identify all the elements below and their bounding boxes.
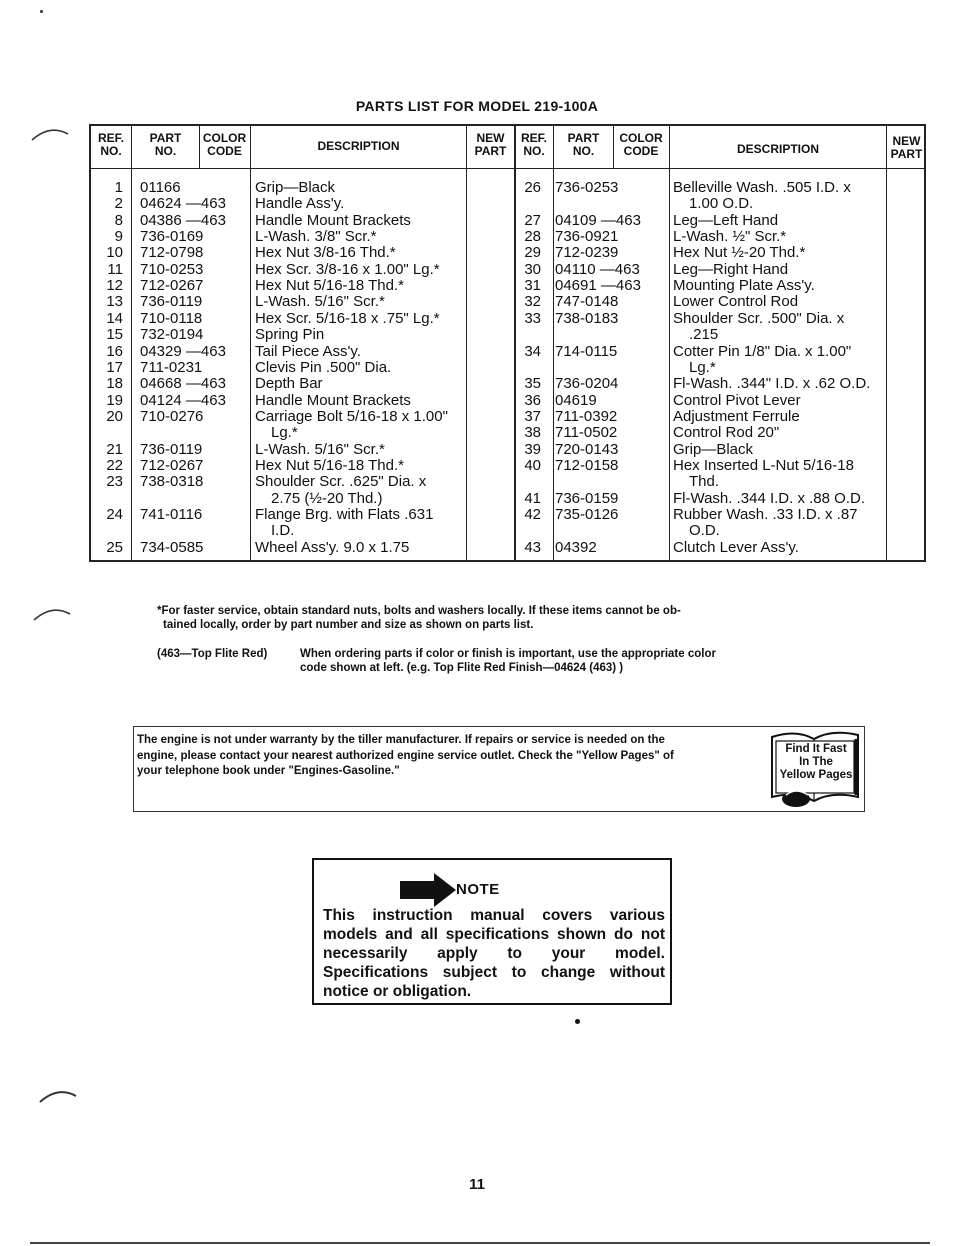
header-description-right: DESCRIPTION [736,142,819,156]
part-number: 735-0126 [555,506,619,523]
part-number: 741-0116 [140,506,203,523]
ref-number: 16 [106,342,123,360]
part-number: 711-0231 [140,358,203,376]
part-number: 710-0253 [140,260,204,278]
ref-number: 41 [524,489,541,507]
part-description: Fl-Wash. .344 I.D. x .88 O.D. [673,489,865,507]
parts-table [89,124,926,562]
part-number: 720-0143 [555,440,619,458]
ref-number: 10 [106,244,123,262]
ref-number: 29 [524,244,541,262]
ref-number: 32 [524,293,541,311]
part-description: Lg.* [689,358,716,376]
part-description: L-Wash. 5/16" Scr.* [255,440,385,458]
part-number: 04619 [555,391,597,409]
page-title: PARTS LIST FOR MODEL 219-100A [355,98,599,114]
color-instruction-line-1: When ordering parts if color or finish is important, use the appropriate color [300,648,716,660]
part-description: Control Rod 20" [673,424,780,442]
ref-number: 8 [114,211,123,229]
header-color-code: COLOR CODE [202,131,247,158]
ref-number: 13 [106,293,123,311]
part-number: 747-0148 [555,293,619,311]
part-number: 734-0585 [140,538,204,556]
part-description: Control Pivot Lever [673,391,801,409]
part-number: 04329 —463 [140,342,226,360]
part-number: 712-0158 [555,456,619,474]
header-part-no-right: PART NO. [567,131,600,158]
part-number: 732-0194 [140,326,204,344]
part-number: 712-0267 [140,456,204,474]
part-number: 04109 —463 [555,211,641,229]
warranty-line-2: engine, please contact your nearest authorized engine service outlet. Check the "Yellow Pages" of [137,749,674,762]
part-description: Wheel Ass'y. 9.0 x 1.75 [255,538,410,556]
ref-number: 1 [114,179,123,196]
arrow-right-icon [400,873,456,907]
part-number: 736-0169 [140,228,204,246]
part-description: Leg—Left Hand [673,211,779,229]
part-description: Grip—Black [673,440,754,458]
part-number: 736-0921 [555,228,619,246]
color-instruction-line-2: code shown at left. (e.g. Top Flite Red Finish—04624 (463) ) [300,662,624,674]
ref-number: 34 [524,342,541,360]
ref-number: 11 [107,260,123,278]
part-description: Mounting Plate Ass'y. [673,277,815,295]
part-number: 01166 [140,179,181,196]
part-number: 712-0239 [555,244,619,262]
ref-number: 27 [524,211,541,229]
ref-number: 25 [106,538,123,556]
header-new-part-right: NEW PART [890,134,923,161]
part-description: L-Wash. 3/8" Scr.* [255,228,377,246]
part-number: 04691 —463 [555,277,641,295]
header-description: DESCRIPTION [317,139,400,153]
ref-number: 21 [106,440,123,458]
part-description: Spring Pin [255,326,325,344]
ref-number: 30 [524,260,541,278]
part-description: Hex Nut 3/8-16 Thd.* [255,244,396,262]
part-description: Flange Brg. with Flats .631 [255,506,434,523]
part-description: Handle Mount Brackets [255,211,411,229]
ref-number: 22 [106,456,123,474]
header-ref-no: REF. NO. [97,131,124,158]
part-description: Grip—Black [255,179,336,196]
ref-number: 28 [524,228,541,246]
header-ref-no-right: REF. NO. [520,131,547,158]
page-number: 11 [469,1176,485,1193]
ref-number: 38 [524,424,541,442]
part-description: Shoulder Scr. .500" Dia. x [673,309,845,327]
part-description: I.D. [271,522,295,540]
speck-dot [575,1019,580,1024]
part-number: 738-0318 [140,473,204,491]
part-number: 736-0159 [555,489,619,507]
part-number: 711-0502 [555,424,618,442]
warranty-box [133,726,865,812]
part-number: 04386 —463 [140,211,226,229]
part-description: Rubber Wash. .33 I.D. x .87 [673,506,858,523]
part-description: Hex Nut ½-20 Thd.* [673,244,806,262]
part-description: Shoulder Scr. .625" Dia. x [255,473,427,491]
part-number: 736-0119 [140,440,203,458]
part-description: L-Wash. 5/16" Scr.* [255,293,385,311]
part-number: 04668 —463 [140,375,226,393]
note-title: NOTE [456,881,500,898]
header-part-no: PART NO. [149,131,182,158]
ref-number: 37 [524,407,541,425]
part-number: 712-0267 [140,277,204,295]
ref-number: 26 [524,179,541,196]
part-number: 04124 —463 [140,391,226,409]
note-text: This instruction manual covers various models and all specifications shown do not necessarily apply to your model. Specifications subject to change without notice or obligation. [323,907,665,1000]
part-description: Handle Mount Brackets [255,391,411,409]
page-bottom-edge [30,1242,930,1244]
part-description: Cotter Pin 1/8" Dia. x 1.00" [673,342,852,360]
part-description: .215 [689,326,719,344]
ref-number: 33 [524,309,541,327]
part-number: 712-0798 [140,244,204,262]
header-new-part: NEW PART [474,131,507,158]
ref-number: 31 [524,277,541,295]
part-description: Depth Bar [255,375,323,393]
part-number: 736-0253 [555,179,619,196]
warranty-line-1: The engine is not under warranty by the tiller manufacturer. If repairs or service is needed on the [137,734,665,746]
warranty-line-3: your telephone book under "Engines-Gasoline." [137,765,400,777]
part-number: 04110 —463 [555,260,640,278]
ref-number: 36 [524,391,541,409]
note-box [312,858,672,1005]
ref-number: 42 [524,506,541,523]
part-description: Adjustment Ferrule [673,407,800,425]
footnote-line-2: tained locally, order by part number and size as shown on parts list. [163,619,534,631]
part-number: 736-0119 [140,293,203,311]
header-color-code-right: COLOR CODE [619,131,663,158]
ref-number: 17 [106,358,123,376]
ref-number: 23 [106,473,123,491]
binder-hole-mark-bottom [38,1088,78,1104]
binder-hole-mark-top [30,126,70,142]
footnote-line-1: *For faster service, obtain standard nuts, bolts and washers locally. If these items cannot be ob- [157,605,681,617]
speck-dot-top [40,10,43,13]
warranty-text [137,733,674,780]
part-number: 736-0204 [555,375,619,393]
ref-number: 40 [524,456,541,474]
part-description: Leg—Right Hand [673,260,789,278]
ref-number: 24 [106,506,123,523]
part-number: 714-0115 [555,342,618,360]
part-number: 710-0276 [140,407,204,425]
part-number: 04624 —463 [140,195,226,213]
ref-number: 18 [106,375,123,393]
ref-number: 20 [106,407,123,425]
part-description: 1.00 O.D. [689,195,754,213]
part-number: 738-0183 [555,309,619,327]
ref-number: 35 [524,375,541,393]
ref-number: 14 [106,309,123,327]
part-description: Lg.* [271,424,298,442]
part-number: 711-0392 [555,407,618,425]
ref-number: 9 [114,228,123,246]
part-description: Hex Inserted L-Nut 5/16-18 [673,456,854,474]
part-description: O.D. [689,522,720,540]
yellow-pages-logo-text: Find It Fast In The Yellow Pages [779,743,853,781]
ref-number: 12 [106,277,123,295]
part-description: Thd. [689,473,720,491]
ref-number: 43 [524,538,541,556]
part-description: Tail Piece Ass'y. [255,342,361,360]
part-description: Clutch Lever Ass'y. [673,538,799,556]
part-description: Hex Scr. 3/8-16 x 1.00" Lg.* [255,260,440,278]
ref-number: 19 [106,391,123,409]
ref-number: 15 [106,326,123,344]
part-description: Belleville Wash. .505 I.D. x [673,179,851,196]
part-description: Hex Scr. 5/16-18 x .75" Lg.* [255,309,440,327]
ref-number: 39 [524,440,541,458]
part-description: 2.75 (½-20 Thd.) [271,489,383,507]
color-key: (463—Top Flite Red) [157,648,268,660]
part-description: Handle Ass'y. [255,195,345,213]
part-description: Clevis Pin .500" Dia. [255,358,392,376]
binder-hole-mark-middle [32,606,72,622]
part-description: Hex Nut 5/16-18 Thd.* [255,277,404,295]
part-description: Lower Control Rod [673,293,799,311]
ref-number: 2 [114,195,123,213]
part-description: Carriage Bolt 5/16-18 x 1.00" [255,407,448,425]
part-description: Hex Nut 5/16-18 Thd.* [255,456,404,474]
part-number: 710-0118 [140,309,203,327]
part-description: L-Wash. ½" Scr.* [673,228,787,246]
part-description: Fl-Wash. .344" I.D. x .62 O.D. [673,375,871,393]
part-number: 04392 [555,538,597,556]
